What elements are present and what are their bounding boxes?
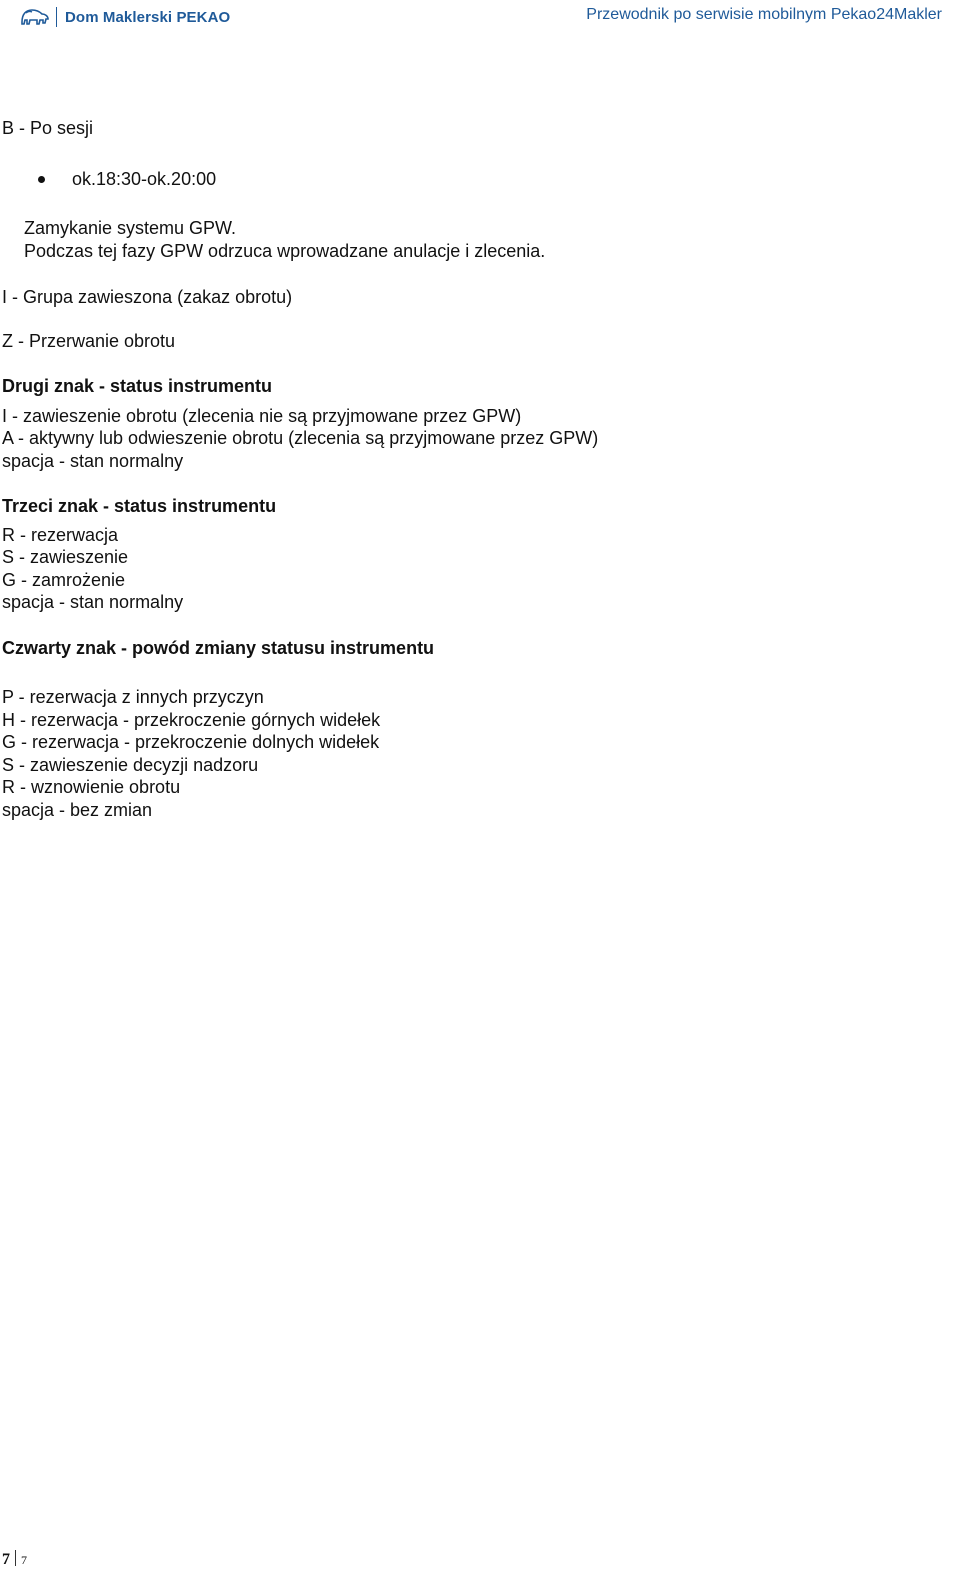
list-item: R - wznowienie obrotu (2, 777, 181, 797)
list-item: S - zawieszenie decyzji nadzoru (2, 755, 259, 775)
page-separator (15, 1550, 16, 1566)
third-char-heading: Trzeci znak - status instrumentu (2, 496, 277, 516)
pekao-logo (20, 5, 230, 29)
list-item: H - rezerwacja - przekroczenie górnych widełek (2, 710, 381, 730)
list-item: G - rezerwacja - przekroczenie dolnych widełek (2, 732, 380, 752)
second-char-heading: Drugi znak - status instrumentu (2, 376, 273, 396)
logo-divider (56, 7, 57, 27)
fourth-char-heading: Czwarty znak - powód zmiany statusu instrumentu (2, 638, 435, 658)
page-header (0, 0, 960, 34)
list-item: G - zamrożenie (2, 570, 126, 590)
list-item: A - aktywny lub odwieszenie obrotu (zlecenia są przyjmowane przez GPW) (2, 428, 599, 448)
list-item: spacja - stan normalny (2, 592, 184, 612)
bullet-icon (38, 176, 45, 183)
page-total: 7 (21, 1553, 27, 1567)
list-item: spacja - stan normalny (2, 451, 184, 471)
section-b-desc-line2: Podczas tej fazy GPW odrzuca wprowadzane anulacje i zlecenia. (24, 241, 546, 261)
list-item: S - zawieszenie (2, 547, 129, 567)
bison-icon (20, 6, 50, 28)
logo-text: Dom Maklerski PEKAO (65, 8, 231, 26)
list-item: I - zawieszenie obrotu (zlecenia nie są przyjmowane przez GPW) (2, 406, 522, 426)
group-z-line: Z - Przerwanie obrotu (2, 331, 176, 351)
time-range: ok.18:30-ok.20:00 (72, 169, 217, 189)
list-item: P - rezerwacja z innych przyczyn (2, 687, 264, 707)
page-number: 7 (2, 1551, 10, 1568)
list-item: R - rezerwacja (2, 525, 119, 545)
list-item: spacja - bez zmian (2, 800, 153, 820)
group-i-line: I - Grupa zawieszona (zakaz obrotu) (2, 287, 293, 307)
document-title: Przewodnik po serwisie mobilnym Pekao24Makler (586, 6, 942, 23)
page-footer (2, 1550, 27, 1569)
section-b-heading: B - Po sesji (2, 118, 94, 138)
section-b-desc-line1: Zamykanie systemu GPW. (24, 218, 237, 238)
